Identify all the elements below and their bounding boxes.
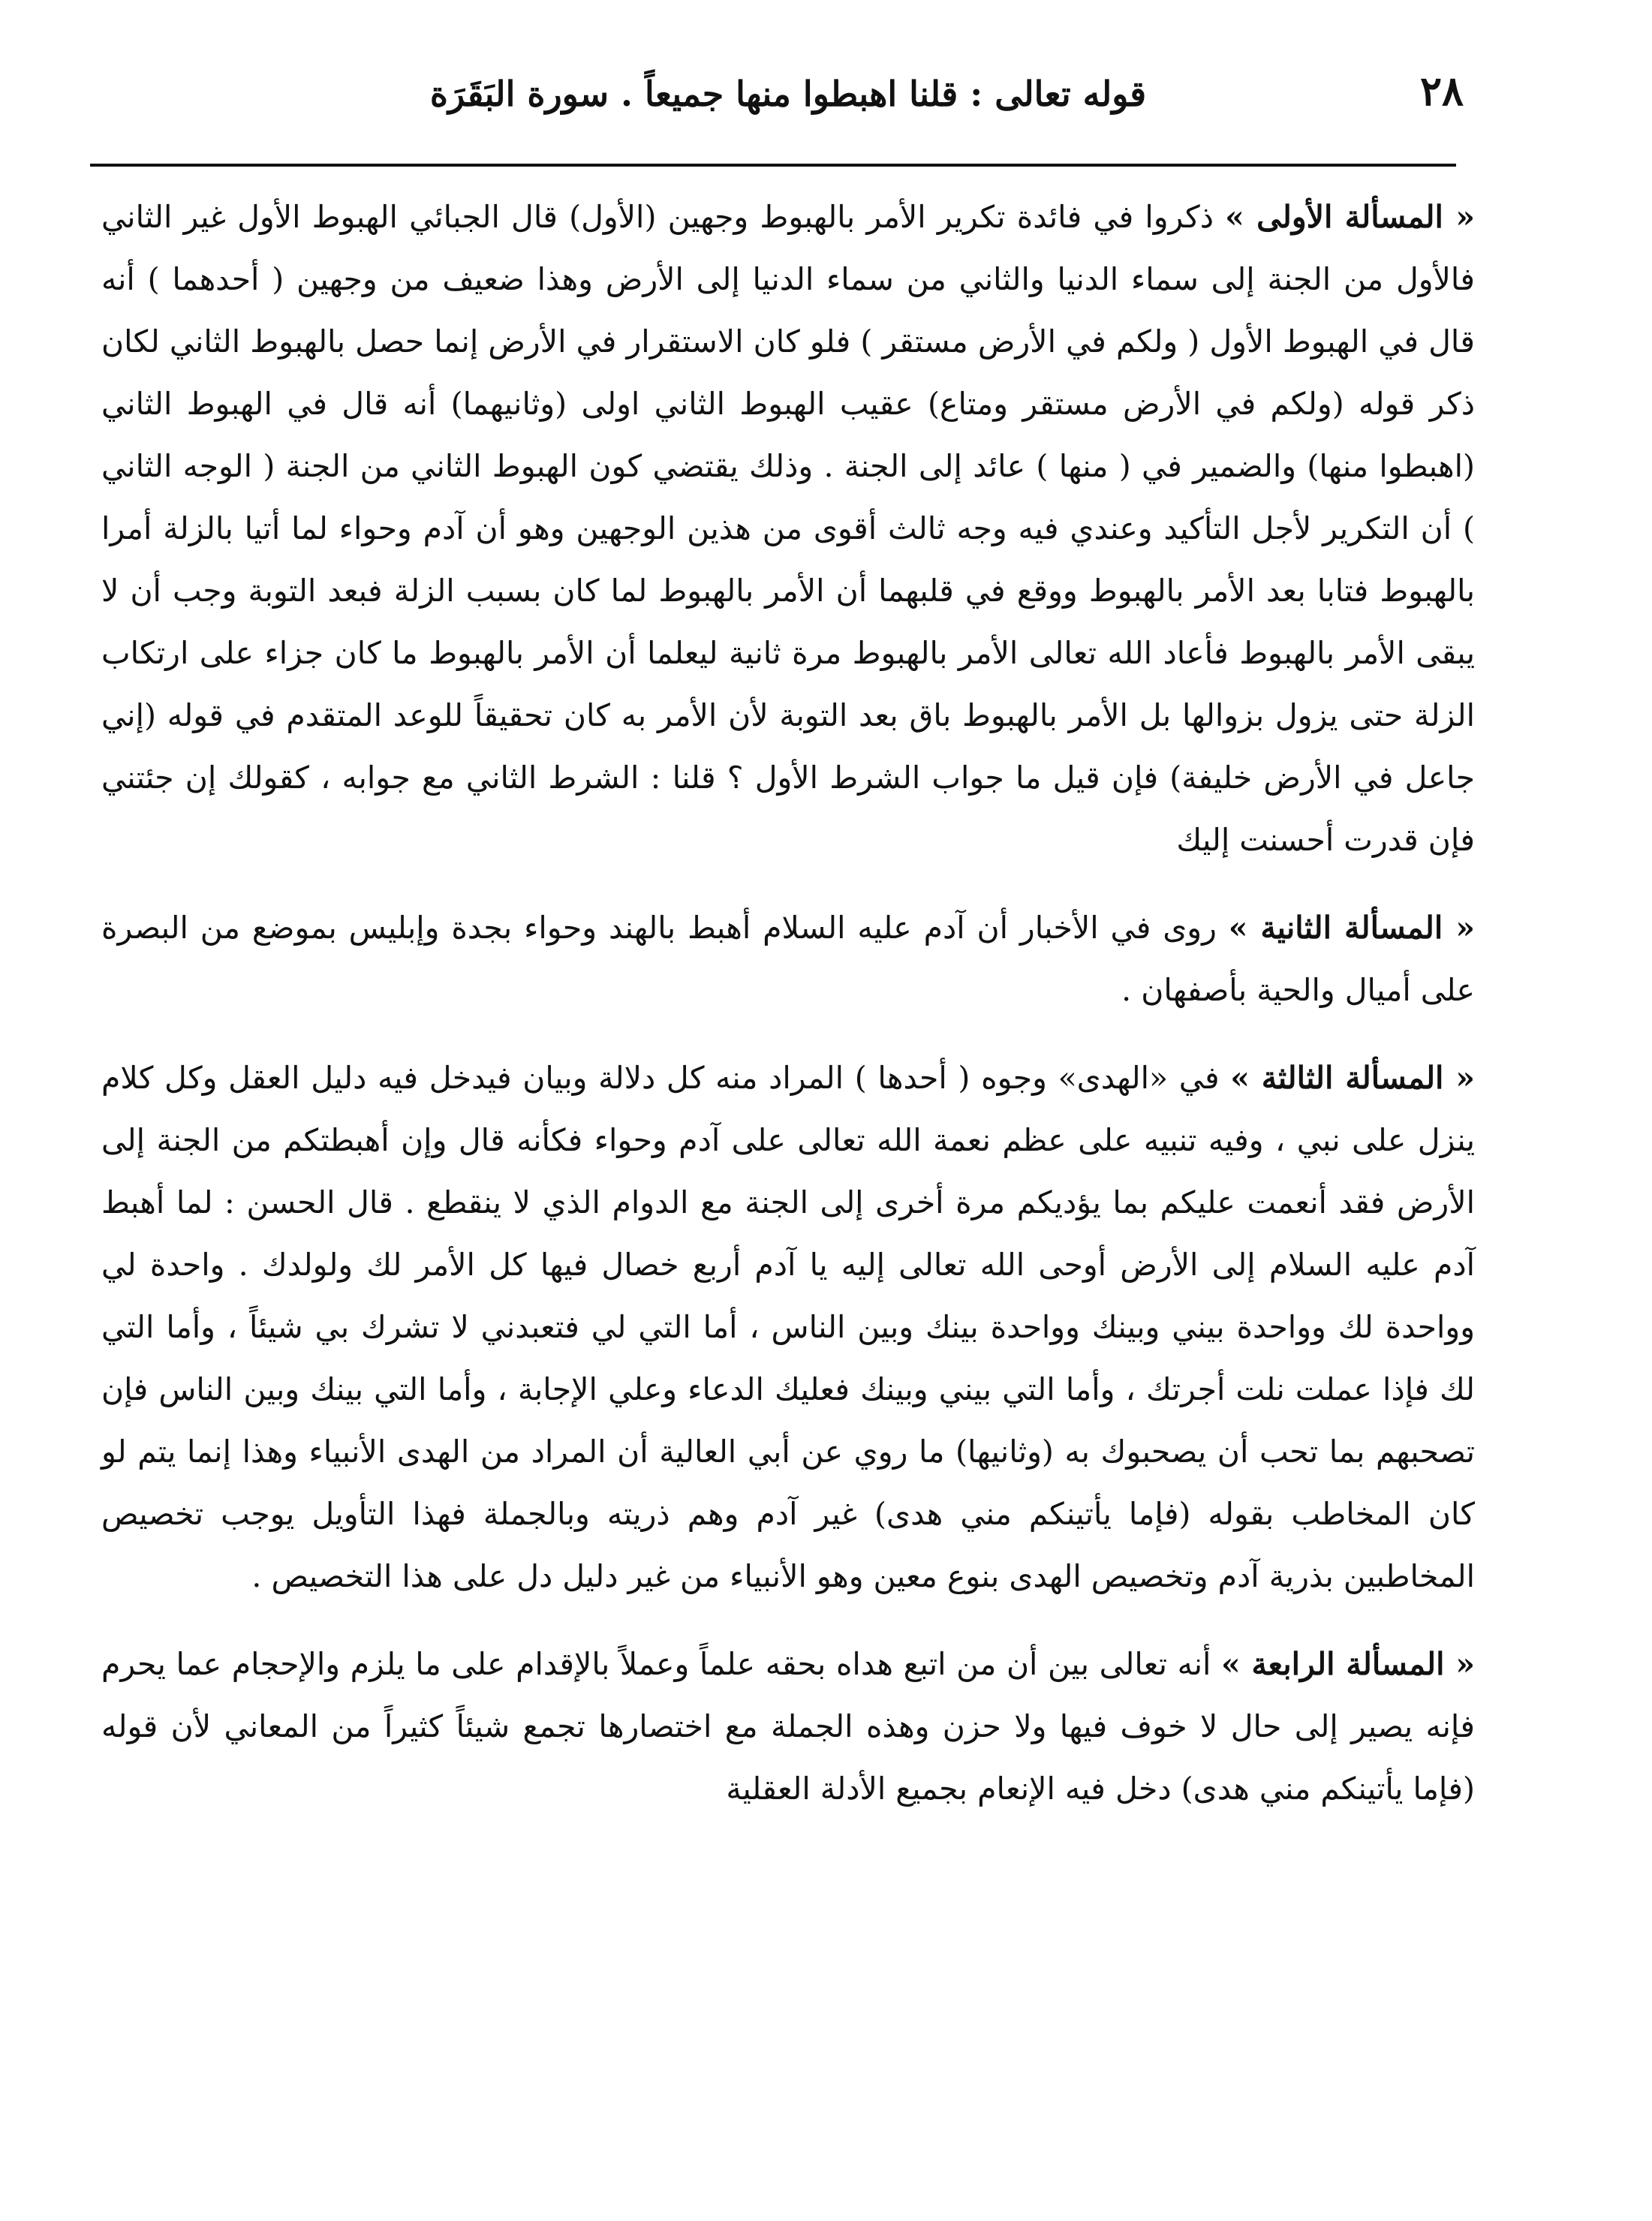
section-heading: « المسألة الرابعة » — [1221, 1646, 1475, 1682]
paragraph-text: ذكروا في فائدة تكرير الأمر بالهبوط وجهين (الأول) قال الجبائي الهبوط الأول غير الثاني فالأول من الجنة إلى سماء الدنيا والثاني من سماء الدنيا إلى الأرض وهذا ضعيف من وجهين ( أحدهما ) أنه قال في الهبوط الأول ( ولكم في الأرض مستقر ) فلو كان الاستقرار في الأرض إنما حصل بالهبوط الثاني لكان ذكر قوله (ولكم في الأرض مستقر ومتاع) عقيب الهبوط الثاني اولى (وثانيهما) أنه قال في الهبوط الثاني (اهبطوا منها) والضمير في ( منها ) عائد إلى الجنة . وذلك يقتضي كون الهبوط الثاني من الجنة ( الوجه الثاني ) أن التكرير لأجل التأكيد وعندي فيه وجه ثالث أقوى من هذين الوجهين وهو أن آدم وحواء لما أتيا بالزلة أمرا بالهبوط فتابا بعد الأمر بالهبوط ووقع في قلبهما أن الأمر بالهبوط لما كان بسبب الزلة فبعد التوبة وجب أن لا يبقى الأمر بالهبوط فأعاد الله تعالى الأمر بالهبوط مرة ثانية ليعلما أن الأمر بالهبوط ما كان جزاء على ارتكاب الزلة حتى يزول بزوالها بل الأمر بالهبوط باق بعد التوبة لأن الأمر به كان تحقيقاً للوعد المتقدم في قوله (إني جاعل في الأرض خليفة) فإن قيل ما جواب الشرط الأول ؟ قلنا : الشرط الثاني مع جوابه ، كقولك إن جئتني فإن قدرت أحسنت إليك — [101, 199, 1475, 858]
paragraph-gap — [101, 1022, 1475, 1047]
page-header — [113, 66, 1464, 134]
body-text — [101, 186, 1475, 2183]
paragraph-masala-1 — [101, 186, 1475, 871]
header-rule — [90, 164, 1456, 167]
section-heading: « المسألة الثالثة » — [1230, 1060, 1475, 1096]
paragraph-gap — [101, 1608, 1475, 1633]
section-heading: « المسألة الثانية » — [1228, 910, 1475, 946]
paragraph-gap — [101, 871, 1475, 897]
paragraph-text: في «الهدى» وجوه ( أحدها ) المراد منه كل دلالة وبيان فيدخل فيه دليل العقل وكل كلام ينزل على نبي ، وفيه تنبيه على عظم نعمة الله تعالى على آدم وحواء فكأنه قال وإن أهبطتكم من الجنة إلى الأرض فقد أنعمت عليكم بما يؤديكم مرة أخرى إلى الجنة مع الدوام الذي لا ينقطع . قال الحسن : لما أهبط آدم عليه السلام إلى الأرض أوحى الله تعالى إليه يا آدم أربع خصال فيها كل الأمر لك ولولدك . واحدة لي وواحدة لك وواحدة بيني وبينك وواحدة بينك وبين الناس ، أما التي لي فتعبدني لا تشرك بي شيئاً ، وأما التي لك فإذا عملت نلت أجرتك ، وأما التي بيني وبينك فعليك الدعاء وعلي الإجابة ، وأما التي بينك وبين الناس فإن تصحبهم بما تحب أن يصحبوك به (وثانيها) ما روي عن أبي العالية أن المراد من الهدى الأنبياء وهذا إنما يتم لو كان المخاطب بقوله (فإما يأتينكم مني هدى) غير آدم وهم ذريته وبالجملة فهذا التأويل يوجب تخصيص المخاطبين بذرية آدم وتخصيص الهدى بنوع معين وهو الأنبياء من غير دليل دل على هذا التخصيص . — [101, 1060, 1475, 1594]
paragraph-masala-2 — [101, 897, 1475, 1022]
running-title: قوله تعالى : قلنا اهبطوا منها جميعاً . سورة البَقَرَة — [429, 74, 1147, 114]
paragraph-text: أنه تعالى بين أن من اتبع هداه بحقه علماً وعملاً بالإقدام على ما يلزم والإحجام عما يحرم فإنه يصير إلى حال لا خوف فيها ولا حزن وهذه الجملة مع اختصارها تجمع شيئاً كثيراً من المعاني لأن قوله (فإما يأتينكم مني هدى) دخل فيه الإنعام بجميع الأدلة العقلية — [101, 1646, 1475, 1807]
paragraph-masala-4 — [101, 1633, 1475, 1820]
paragraph-text: روى في الأخبار أن آدم عليه السلام أهبط بالهند وحواء بجدة وإبليس بموضع من البصرة على أميال والحية بأصفهان . — [101, 910, 1475, 1008]
section-heading: « المسألة الأولى » — [1225, 199, 1475, 235]
paragraph-masala-3 — [101, 1047, 1475, 1608]
page-number: ٢٨ — [1419, 67, 1464, 115]
